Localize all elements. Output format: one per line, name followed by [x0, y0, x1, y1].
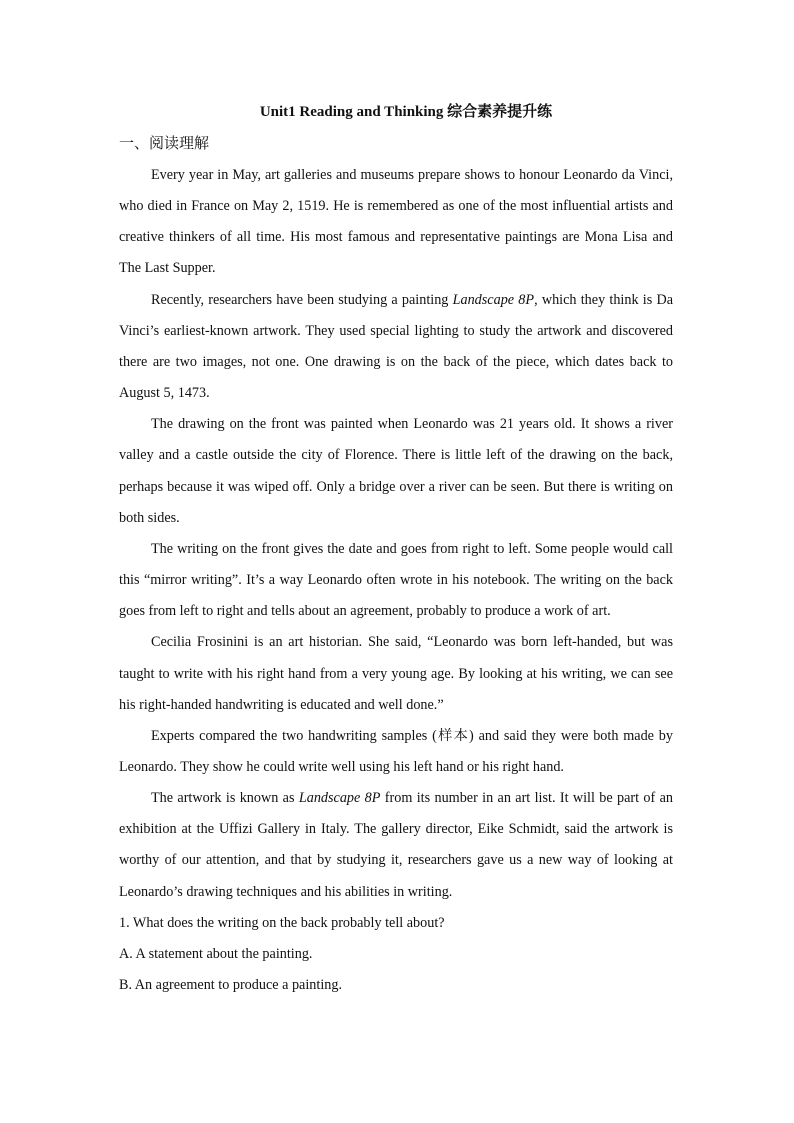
- artwork-title: Landscape 8P: [452, 291, 535, 308]
- paragraph-7: [119, 783, 673, 908]
- section-heading: 一、阅读理解: [119, 134, 210, 152]
- paragraph-text: The artwork is known as: [151, 790, 299, 807]
- option-b: B. An agreement to produce a painting.: [119, 977, 342, 994]
- paragraph-text: Cecilia Frosinini is an art historian. She said, “Leonardo was born left-handed, but was taught to write with his right hand from a very young age. By looking at his writing, we can see his right-handed handwriting is educated and well done.”: [119, 634, 673, 713]
- page-title: Unit1 Reading and Thinking 综合素养提升练: [259, 104, 553, 120]
- paragraph-text: The writing on the front gives the date and goes from right to left. Some people would call this “mirror writing”. It’s a way Leonardo often wrote in his notebook. The writing on the back goes from left to right and tells about an agreement, probably to produce a work of art.: [119, 540, 673, 620]
- paragraph-1: [119, 160, 673, 285]
- reading-passage: [119, 160, 673, 1001]
- paragraph-2: [119, 285, 673, 410]
- paragraph-5: [119, 627, 673, 720]
- artwork-title: Landscape 8P: [298, 790, 381, 807]
- paragraph-text: The drawing on the front was painted when Leonardo was 21 years old. It shows a river valley and a castle outside the city of Florence. There is little left of the drawing on the back, perhaps because it was wiped off. Only a bridge over a river can be seen. But there is writing on both sides.: [119, 416, 673, 526]
- paragraph-text: Experts compared the two handwriting samples (样本) and said they were both made by Leonardo. They show he could write well using his left hand or his right hand.: [119, 727, 673, 775]
- paragraph-text: Recently, researchers have been studying a painting: [151, 291, 453, 308]
- paragraph-text: from its number in an art list. It will be part of an exhibition at the Uffizi Gallery in Italy. The gallery director, Eike Schmidt, said the artwork is worthy of our attention, and that by studying it, researchers gave us a new way of looking at Leonardo’s drawing techniques and his abilities in writing.: [119, 790, 673, 900]
- option-a: A. A statement about the painting.: [119, 945, 313, 962]
- paragraph-4: [119, 534, 673, 627]
- paragraph-6: [119, 721, 673, 783]
- paragraph-text: , which they think is Da Vinci’s earliest-known artwork. They used special lighting to study the artwork and discovered there are two images, not one. One drawing is on the back of the piece, which dates back to August 5, 1473.: [119, 291, 673, 402]
- paragraph-3: [119, 409, 673, 534]
- paragraph-text: Every year in May, art galleries and museums prepare shows to honour Leonardo da Vinci, who died in France on May 2, 1519. He is remembered as one of the most influential artists and creative thinkers of all time. His most famous and representative paintings are Mona Lisa and The Last Supper.: [119, 167, 673, 277]
- question-1: 1. What does the writing on the back probably tell about?: [119, 914, 445, 931]
